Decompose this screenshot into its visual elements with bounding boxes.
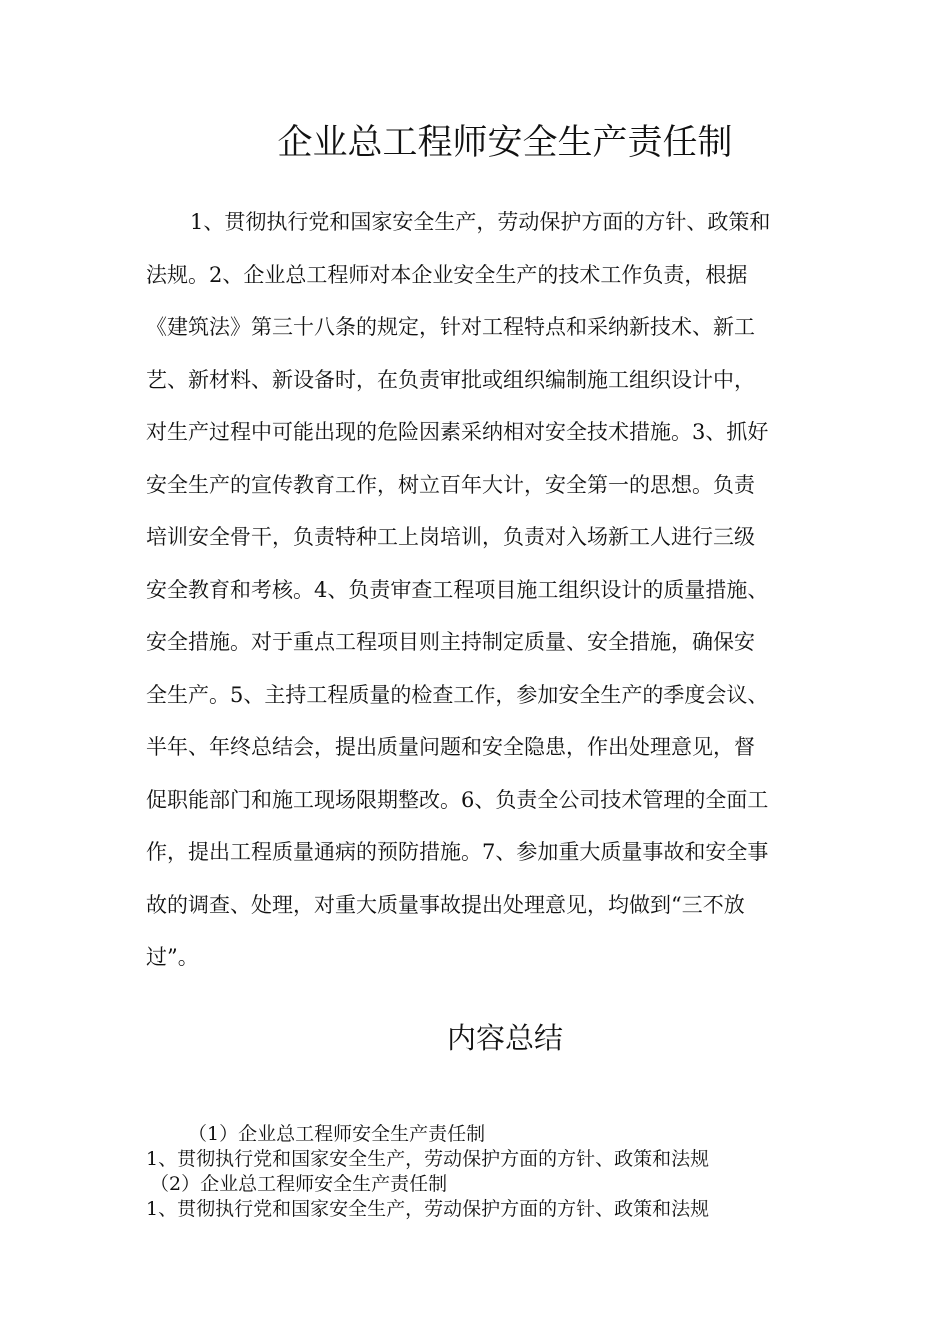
body-line: 培训安全骨干，负责特种工上岗培训，负责对入场新工人进行三级	[146, 525, 755, 549]
body-line: 对生产过程中可能出现的危险因素采纳相对安全技术措施。3、抓好	[146, 420, 769, 444]
body-line: 全生产。5、主持工程质量的检查工作，参加安全生产的季度会议、	[146, 682, 769, 707]
summary-line: 1、贯彻执行党和国家安全生产，劳动保护方面的方针、政策和法规	[146, 1198, 710, 1220]
summary-title: 内容总结	[446, 1021, 563, 1055]
summary-line: 1、贯彻执行党和国家安全生产，劳动保护方面的方针、政策和法规	[146, 1148, 710, 1170]
document-body	[146, 196, 810, 984]
body-line: 安全教育和考核。4、负责审查工程项目施工组织设计的质量措施、	[146, 577, 769, 602]
summary-list	[146, 1122, 846, 1222]
body-line: 安全措施。对于重点工程项目则主持制定质量、安全措施，确保安	[146, 630, 755, 654]
body-line: 《建筑法》第三十八条的规定，针对工程特点和采纳新技术、新工	[146, 315, 755, 339]
body-line: 1、贯彻执行党和国家安全生产，劳动保护方面的方针、政策和	[190, 210, 771, 234]
body-line: 法规。2、企业总工程师对本企业安全生产的技术工作负责，根据	[146, 262, 748, 287]
body-line: 半年、年终总结会，提出质量问题和安全隐患，作出处理意见，督	[146, 735, 755, 759]
body-line: 过”。	[146, 945, 199, 969]
body-line: 安全生产的宣传教育工作，树立百年大计，安全第一的思想。负责	[146, 472, 755, 497]
body-line: 故的调查、处理，对重大质量事故提出处理意见，均做到“三不放	[146, 892, 745, 917]
summary-line: （2）企业总工程师安全生产责任制	[150, 1173, 448, 1195]
document-title: 企业总工程师安全生产责任制	[277, 123, 733, 163]
body-line: 艺、新材料、新设备时，在负责审批或组织编制施工组织设计中，	[146, 367, 755, 392]
body-line: 促职能部门和施工现场限期整改。6、负责全公司技术管理的全面工	[146, 787, 769, 812]
summary-line: （1）企业总工程师安全生产责任制	[188, 1123, 486, 1145]
body-line: 作，提出工程质量通病的预防措施。7、参加重大质量事故和安全事	[146, 840, 769, 864]
